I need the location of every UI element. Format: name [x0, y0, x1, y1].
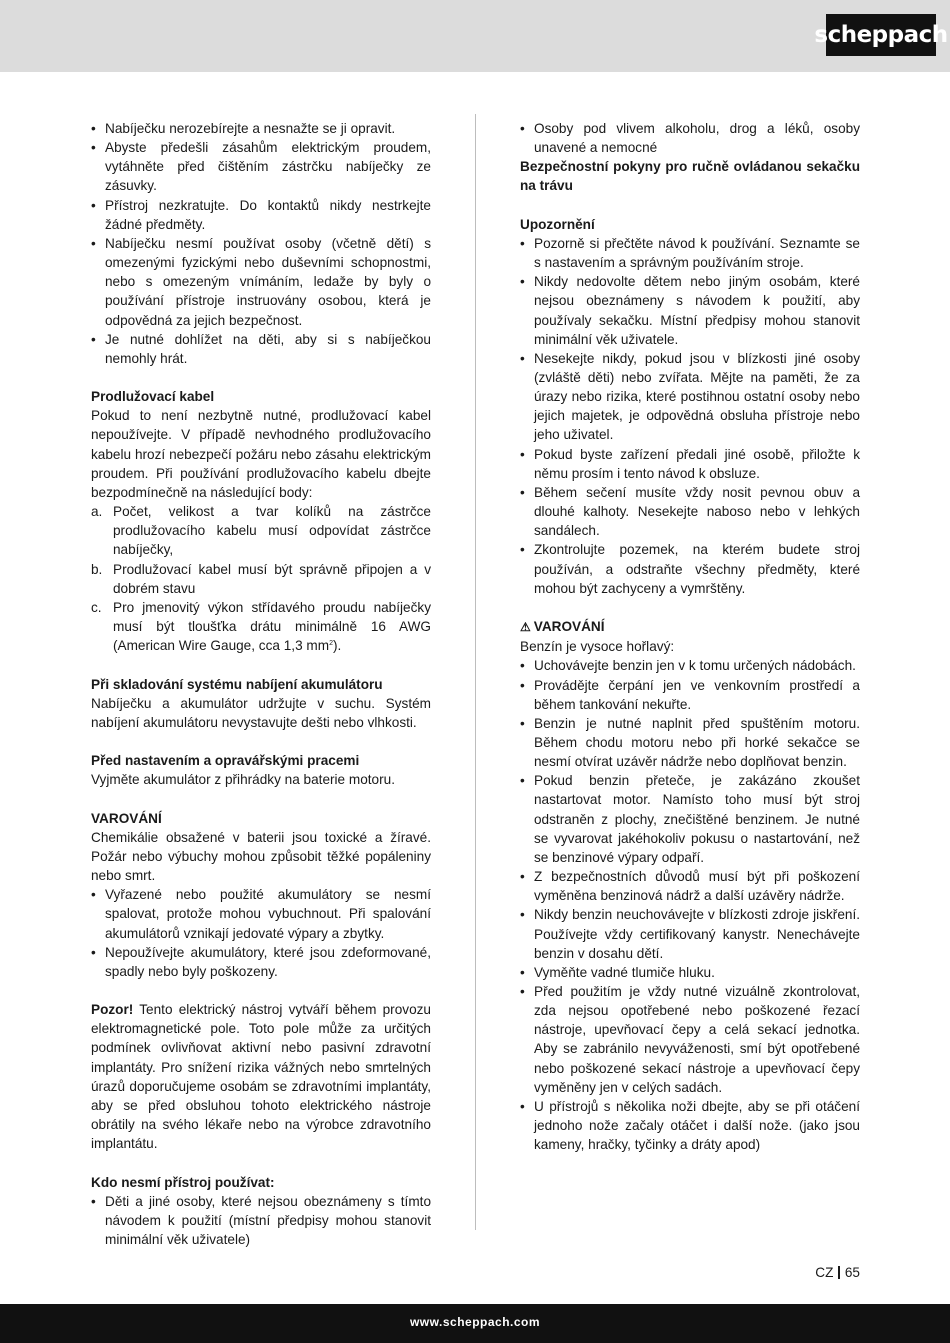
list-item: • Nikdy benzin neuchovávejte v blízkosti zdroje jiskření. Používejte vždy certifikovaný kanystr. Nenechávejte benzin v dosahu dětí. [520, 907, 860, 961]
section-heading-warning: ⚠ VAROVÁNÍ [520, 619, 605, 635]
list-item: • U přístrojů s několika noži dbejte, aby se při otáčení jednoho nože začaly otáčet i další nože. (jako jsou kameny, hračky, tyčinky a dráty apod) [520, 1098, 860, 1153]
list-item: • Nabíječku nerozebírejte a nesnažte se ji opravit. [91, 121, 396, 136]
list-item: • Nepoužívejte akumulátory, které jsou zdeformované, spadly nebo byly poškozeny. [91, 944, 431, 979]
list-item: • Děti a jiné osoby, které nejsou obeznámeny s tímto návodem k použití (místní předpisy mohou stanovit minimální věk uživatele) [91, 1193, 431, 1247]
list-item: a. Počet, velikost a tvar kolíků na zástrčce prodlužovacího kabelu musí odpovídat zástrčce nabíječky, [91, 504, 431, 558]
left-column [91, 119, 431, 1249]
warning-triangle-icon: ⚠ [520, 620, 531, 635]
list-item: • Nikdy nedovolte dětem nebo jiným osobám, které nejsou obeznámeny s návodem k použití, aby používaly sekačku. Místní předpisy mohou stanovit minimální věk uživatele. [520, 274, 860, 347]
list-item: • Vyřazené nebo použité akumulátory se nesmí spalovat, protože mohou vybuchnout. Při spalování akumulátorů vznikají jedovaté výpary a zbytky. [91, 887, 431, 941]
notice-list [520, 234, 860, 598]
page-number-separator [838, 1266, 840, 1279]
paragraph: Benzín je vysoce hořlavý: [520, 639, 675, 655]
paragraph: Nabíječku a akumulátor udržujte v suchu. Systém nabíjení akumulátoru nevystavujte dešti nebo vlhkosti. [91, 695, 431, 730]
extension-cable-list [91, 502, 431, 655]
section-heading-notice: Upozornění [520, 216, 595, 232]
battery-warning-list [91, 885, 431, 981]
column-divider [475, 114, 476, 1230]
list-item: • Před použitím je vždy nutné vizuálně zkontrolovat, zda nejsou opotřebené nebo poškozené řezací nástroje, upevňovací čepy a celá sekací jednotka. Aby se zabránilo nevyváženosti, smí být opotřebené nebo poškozené sekací nástroje a upevňovací čepy vyměněny jen v celých sadách. [520, 984, 860, 1095]
charger-bullet-list [91, 119, 431, 368]
right-column [520, 119, 860, 1154]
list-item: • Přístroj nezkratujte. Do kontaktů nikdy nestrkejte žádné předměty. [91, 197, 431, 232]
list-item: c. Pro jmenovitý výkon střídavého proudu nabíječky musí být tloušťka drátu minimálně 16 AWG (American Wire Gauge, cca 1,3 $mm^2$). [91, 599, 431, 654]
brand-logo[interactable]: scheppach [826, 14, 936, 56]
list-item: • Během sečení musíte vždy nosit pevnou obuv a dlouhé kalhoty. Nesekejte naboso nebo v lehkých sandálech. [520, 484, 860, 539]
section-heading-extension-cable: Prodlužovací kabel [91, 389, 215, 405]
list-item: • Nesekejte nikdy, pokud jsou v blízkosti jiné osoby (zvláště děti) nebo zvířata. Mějte na paměti, že za úrazy nebo rizika, které postihnou ostatní osoby nebo jejich majetek, je odpovědná obsluha přístroje nebo jeho uživatel. [520, 350, 860, 443]
page-number: CZ 65 [815, 1265, 860, 1280]
list-item: • Benzin je nutné naplnit před spuštěním motoru. Během chodu motoru nebo při horké sekačce se nesmí otvírat uzávěr nádrže nebo doplňovat benzin. [520, 715, 860, 770]
list-item: • Pokud benzin přeteče, je zakázáno zkoušet nastartovat motor. Namísto toho musí být stroj odstraněn z plochy, znečištěné benzinem. Je nutné se vyvarovat jakéhokoliv pokusu o nastartování, než se benzinové výpary odpaří. [520, 773, 860, 865]
list-item: • Osoby pod vlivem alkoholu, drog a léků, osoby unavené a nemocné [520, 121, 860, 156]
section-heading-repair: Před nastavením a opravářskými pracemi [91, 753, 360, 769]
list-item: • Uchovávejte benzin jen v k tomu určených nádobách. [520, 658, 856, 674]
who-may-not-use-list [91, 1192, 431, 1249]
list-item: • Vyměňte vadné tlumiče hluku. [520, 964, 715, 980]
list-item: • Z bezpečnostních důvodů musí být při poškození vyměněna benzinová nádrž a další uzávěry nádrže. [520, 869, 860, 904]
list-item: • Nabíječku nesmí používat osoby (včetně dětí) s omezenými fyzickými nebo duševními schopnostmi, nebo s omezeným vnímáním, ledaže by byly o používání přístroje instruovány osobou, která je odpovědná za jejich bezpečnost. [91, 235, 431, 328]
header-bar [0, 0, 950, 72]
paragraph: Pokud to není nezbytně nutné, prodlužovací kabel nepoužívejte. V případě nevhodného prodlužovacího kabelu hrozí nebezpečí požáru nebo zásahu elektrickým proudem. Při používání prodlužovacího kabelu dbejte bezpodmínečně na následující body: [91, 408, 431, 500]
list-item: • Pozorně si přečtěte návod k používání. Seznamte se s nastavením a správným používáním stroje. [520, 235, 860, 271]
fuel-safety-list [520, 656, 860, 1154]
section-heading-warning: VAROVÁNÍ [91, 810, 162, 826]
paragraph: Chemikálie obsažené v baterii jsou toxické a žíravé. Požár nebo výbuchy mohou způsobit těžké popáleniny nebo smrt. [91, 829, 431, 884]
section-heading-storage: Při skladování systému nabíjení akumulátoru [91, 676, 383, 692]
who-may-not-use-list-continued [520, 119, 860, 157]
list-item: • Zkontrolujte pozemek, na kterém budete stroj používán, a odstraňte všechny předměty, které mohou být zachyceny a vymrštěny. [520, 542, 860, 596]
footer-website-link[interactable]: www.scheppach.com [0, 1304, 950, 1343]
section-heading-mower-safety: Bezpečnostní pokyny pro ručně ovládanou sekačku na trávu [520, 159, 860, 194]
list-item: • Pokud byste zařízení předali jiné osobě, přiložte k němu prosím i tento návod k obsluze. [520, 446, 860, 481]
paragraph: Vyjměte akumulátor z přihrádky na baterie motoru. [91, 772, 395, 788]
list-item: • Abyste předešli zásahům elektrickým proudem, vytáhněte před čištěním zástrčku nabíječky ze zásuvky. [91, 140, 431, 194]
list-item: • Provádějte čerpání jen ve venkovním prostředí a během tankování nekuřte. [520, 677, 860, 712]
section-heading-who-may-not-use: Kdo nesmí přístroj používat: [91, 1174, 275, 1190]
caution-paragraph: Pozor! Tento elektrický nástroj vytváří během provozu elektromagnetické pole. Toto pole může za určitých podmínek ovlivňovat aktivní nebo pasivní zdravotní implantáty. Pro snížení rizika vážných nebo smrtelných úrazů doporučujeme osobám se zdravotními implantáty, aby se před obsluhou tohoto elektrického nástroje obrátily na svého lékaře nebo na výrobce zdravotního implantátu. [91, 1002, 431, 1152]
list-item: • Je nutné dohlížet na děti, aby si s nabíječkou nemohly hrát. [91, 331, 431, 366]
list-item: b. Prodlužovací kabel musí být správně připojen a v dobrém stavu [91, 561, 431, 596]
